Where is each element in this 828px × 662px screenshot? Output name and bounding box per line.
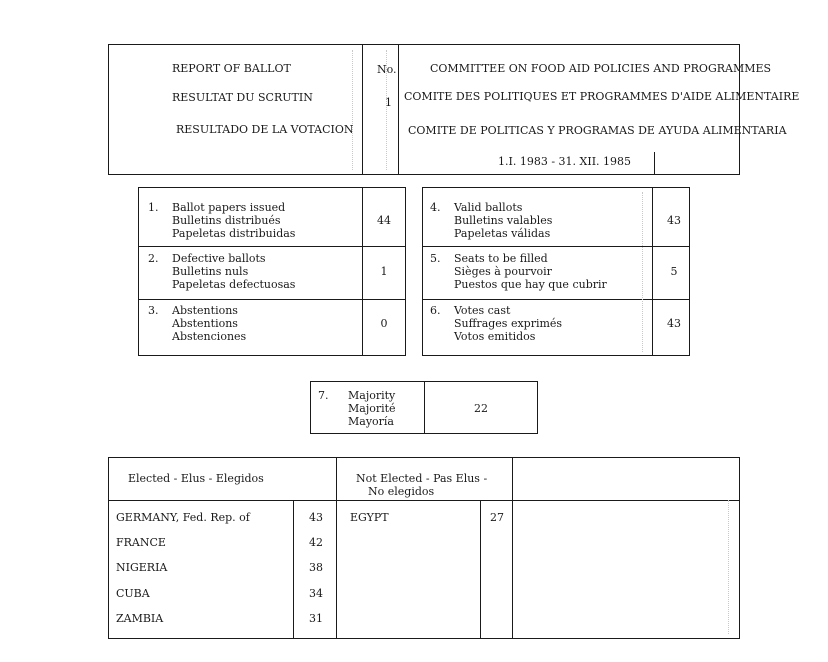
scan-dotted-line xyxy=(352,50,353,170)
stat-label-en: Ballot papers issued xyxy=(172,201,286,214)
stat-number: 6. xyxy=(430,304,441,317)
stat-value: 0 xyxy=(380,317,388,330)
stat-value: 43 xyxy=(667,214,681,227)
majority-label-en: Majority xyxy=(348,389,396,402)
stat-value: 43 xyxy=(667,317,681,330)
elected-country: GERMANY, Fed. Rep. of xyxy=(116,511,250,524)
stats-row-divider xyxy=(422,299,690,300)
scan-dotted-line xyxy=(728,500,729,634)
report-label-es: RESULTADO DE LA VOTACION xyxy=(176,123,354,136)
stat-value: 5 xyxy=(670,265,678,278)
stat-value: 44 xyxy=(377,214,391,227)
elected-country: NIGERIA xyxy=(116,561,168,574)
stat-number: 5. xyxy=(430,252,441,265)
ballot-number-value: 1 xyxy=(385,96,392,109)
stat-label-en: Abstentions xyxy=(172,304,238,317)
elected-country: FRANCE xyxy=(116,536,166,549)
not-elected-header-line2: No elegidos xyxy=(368,485,435,498)
stat-label-es: Abstenciones xyxy=(172,330,247,343)
majority-number: 7. xyxy=(318,389,329,402)
stat-label-en: Seats to be filled xyxy=(454,252,548,265)
scan-dotted-line xyxy=(642,192,643,352)
term-divider xyxy=(654,152,655,175)
stat-number: 2. xyxy=(148,252,159,265)
stat-number: 4. xyxy=(430,201,441,214)
stat-number: 3. xyxy=(148,304,159,317)
not-elected-section-divider xyxy=(512,457,513,639)
stats-row-divider xyxy=(422,246,690,247)
majority-label-es: Mayoría xyxy=(348,415,394,428)
stats-row-divider xyxy=(138,246,406,247)
header-divider-right xyxy=(398,44,399,175)
report-label-en: REPORT OF BALLOT xyxy=(172,62,291,75)
stat-label-fr: Abstentions xyxy=(172,317,238,330)
stat-label-fr: Bulletins nuls xyxy=(172,265,249,278)
stat-label-es: Papeletas distribuidas xyxy=(172,227,296,240)
not-elected-votes: 27 xyxy=(490,511,504,524)
stat-label-es: Votos emitidos xyxy=(454,330,536,343)
committee-name-en: COMMITTEE ON FOOD AID POLICIES AND PROGRAMMES xyxy=(430,62,772,75)
elected-votes: 43 xyxy=(309,511,323,524)
elected-country: ZAMBIA xyxy=(116,612,164,625)
elected-section-divider xyxy=(336,457,337,639)
stat-label-es: Papeletas válidas xyxy=(454,227,551,240)
stat-number: 1. xyxy=(148,201,159,214)
ballot-number-label: No. xyxy=(377,63,397,76)
majority-value: 22 xyxy=(474,402,488,415)
committee-name-es: COMITE DE POLITICAS Y PROGRAMAS DE AYUDA ALIMENTARIA xyxy=(408,124,787,137)
stat-label-en: Votes cast xyxy=(454,304,511,317)
report-label-fr: RESULTAT DU SCRUTIN xyxy=(172,91,313,104)
not-elected-country: EGYPT xyxy=(350,511,389,524)
not-elected-header-line1: Not Elected - Pas Elus - xyxy=(356,472,488,485)
stat-value: 1 xyxy=(380,265,388,278)
stat-label-fr: Bulletins distribués xyxy=(172,214,281,227)
stat-label-es: Puestos que hay que cubrir xyxy=(454,278,607,291)
elected-votes: 31 xyxy=(309,612,323,625)
committee-term: 1.I. 1983 - 31. XII. 1985 xyxy=(498,155,632,168)
stat-label-fr: Sièges à pourvoir xyxy=(454,265,552,278)
stat-label-fr: Suffrages exprimés xyxy=(454,317,563,330)
elected-votes: 38 xyxy=(309,561,323,574)
stat-label-en: Valid ballots xyxy=(454,201,523,214)
committee-name-fr: COMITE DES POLITIQUES ET PROGRAMMES D'AIDE ALIMENTAIRE xyxy=(404,90,800,103)
elected-votes: 34 xyxy=(309,587,323,600)
majority-label-fr: Majorité xyxy=(348,402,396,415)
elected-country: CUBA xyxy=(116,587,150,600)
stat-label-fr: Bulletins valables xyxy=(454,214,553,227)
elected-votes: 42 xyxy=(309,536,323,549)
elected-header: Elected - Elus - Elegidos xyxy=(128,472,264,485)
stat-label-es: Papeletas defectuosas xyxy=(172,278,296,291)
stats-row-divider xyxy=(138,299,406,300)
stat-label-en: Defective ballots xyxy=(172,252,266,265)
results-header-divider xyxy=(108,500,740,501)
header-divider-left xyxy=(362,44,363,175)
